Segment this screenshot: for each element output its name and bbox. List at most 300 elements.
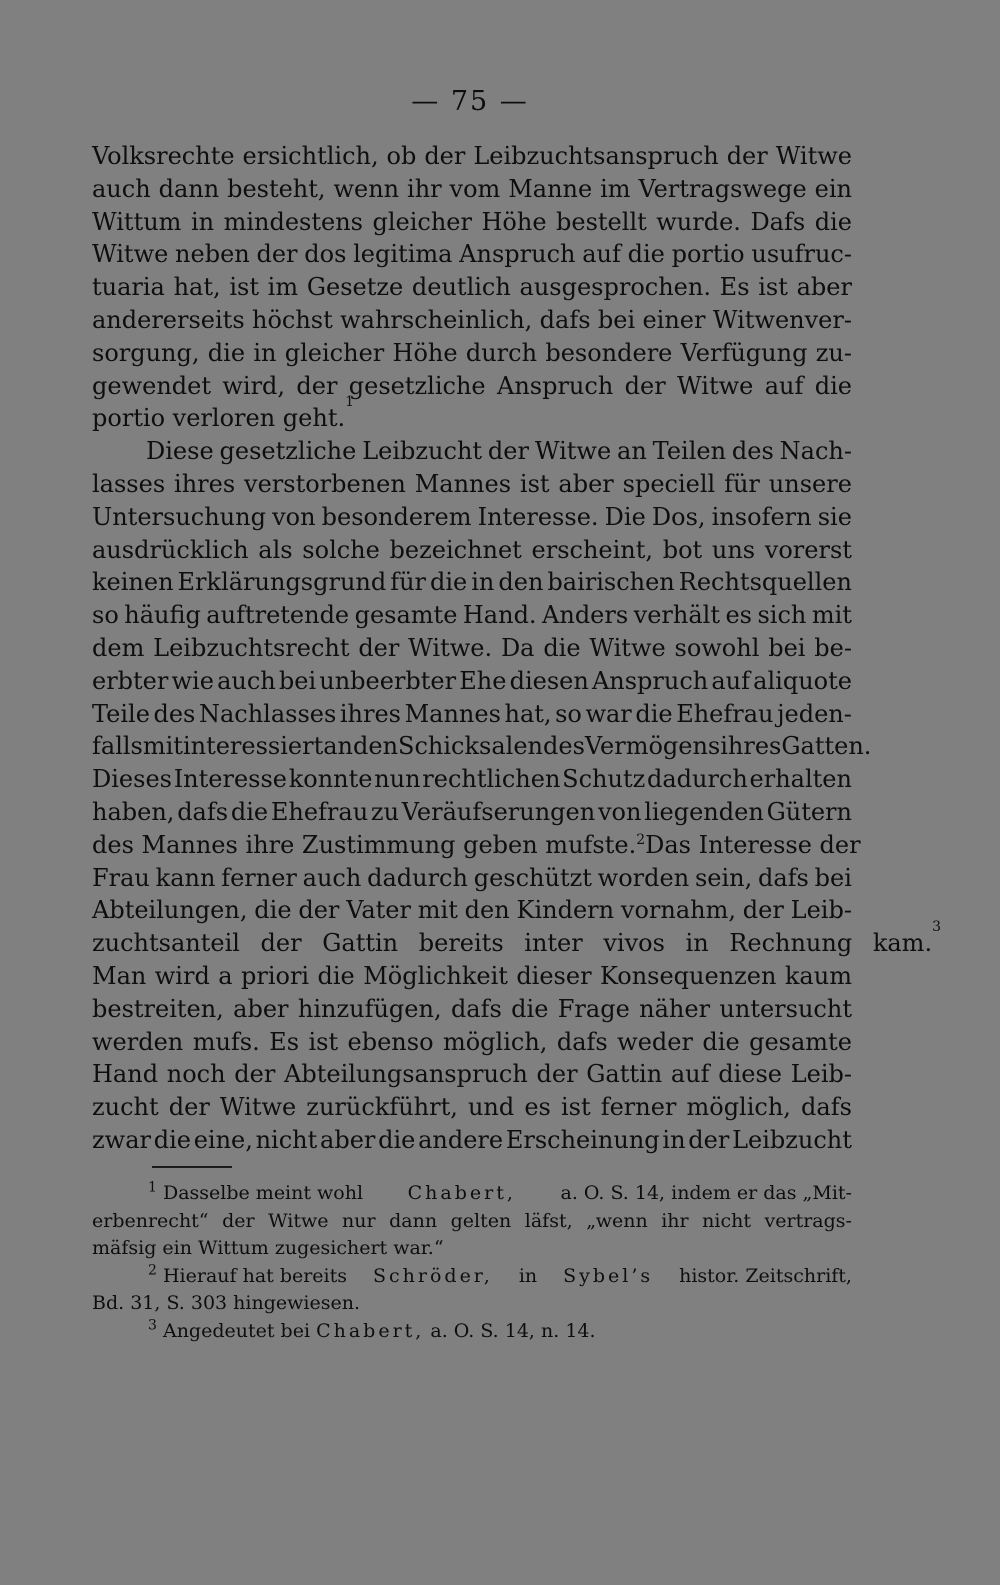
word: Dieses	[92, 765, 172, 794]
word: gleicher	[284, 338, 385, 367]
text-line	[92, 337, 852, 370]
word: bestellt	[556, 207, 647, 236]
word: im	[267, 273, 299, 302]
word: so	[92, 601, 119, 630]
word: Witwe	[534, 437, 612, 466]
word: der	[168, 1093, 210, 1122]
footnote-text: Dasselbe meint wohl	[162, 1182, 364, 1204]
word: durch	[465, 338, 538, 367]
word: neben	[175, 240, 250, 269]
text-line	[92, 919, 941, 960]
word: den	[498, 568, 544, 597]
word: der	[742, 896, 784, 925]
text-line	[92, 1058, 852, 1091]
text-line	[92, 862, 852, 895]
word: aber	[558, 469, 614, 498]
word: dadurch	[367, 863, 468, 892]
word: solche	[302, 535, 380, 564]
text-line	[92, 304, 852, 337]
word: gesetzliche	[219, 437, 357, 466]
footnote-segment	[148, 1180, 363, 1208]
word: wurde.	[656, 207, 741, 236]
word: der	[536, 1060, 578, 1089]
word: Es	[269, 1027, 300, 1056]
word: näher	[639, 994, 711, 1023]
word: höchst	[251, 305, 333, 334]
word: die	[317, 961, 355, 990]
word: Leib-	[790, 1060, 852, 1089]
word: bezeichnet	[389, 535, 522, 564]
word: Witwe	[219, 1093, 297, 1122]
text-line	[92, 394, 852, 435]
word: ausgesprochen.	[519, 273, 711, 302]
word: Interesse.	[477, 502, 599, 531]
word: den	[464, 896, 510, 925]
word: wird,	[222, 371, 286, 400]
word: besonderem	[321, 502, 472, 531]
text-line	[92, 632, 852, 665]
footnote-line	[92, 1318, 852, 1346]
word: Gatten.	[781, 732, 872, 761]
word: portio	[671, 240, 745, 269]
word: Abteilungen,	[92, 896, 248, 925]
word: liegenden	[644, 797, 764, 826]
word: Witwenver-	[712, 305, 852, 334]
footnote-segment	[148, 1318, 596, 1346]
word: Kindern	[516, 896, 615, 925]
word: dafs	[556, 1027, 608, 1056]
word: die	[207, 338, 246, 367]
word: Verfügung	[680, 338, 808, 367]
page-number: — 75 —	[411, 86, 529, 117]
word: Teile	[92, 699, 150, 728]
word: vornahm,	[620, 896, 736, 925]
word: an	[323, 732, 353, 761]
footnote-text: Bd. 31, S. 303 hingewiesen.	[92, 1292, 360, 1314]
word: die	[702, 1027, 740, 1056]
text-line	[92, 1091, 852, 1124]
word: sowohl	[674, 633, 760, 662]
text-line	[92, 730, 872, 763]
word: rechtlichen	[422, 765, 561, 794]
word: zucht	[92, 1093, 159, 1122]
word: als	[258, 535, 293, 564]
word: haben,	[92, 797, 175, 826]
word: gesamte	[749, 1027, 852, 1056]
word: bestreiten,	[92, 994, 224, 1023]
word: mufs.	[192, 1027, 260, 1056]
text-line	[92, 501, 852, 534]
text-line	[92, 894, 852, 927]
word: auf	[764, 371, 804, 400]
text-segment: des Mannes ihre Zustimmung geben mufste.	[92, 830, 637, 859]
footnote-marker: 1	[148, 1179, 157, 1196]
word: Gattin	[586, 1060, 663, 1089]
word: dadurch	[646, 765, 748, 794]
text-line	[92, 698, 852, 731]
word: vorerst	[764, 535, 852, 564]
word: war	[585, 699, 632, 728]
word: der	[234, 1060, 276, 1089]
word: gleicher	[372, 207, 472, 236]
footnote-ref: 3	[932, 919, 941, 936]
word: die	[814, 207, 852, 236]
text-line	[92, 238, 852, 271]
text-line	[92, 1124, 852, 1157]
word: wenn	[333, 174, 400, 203]
word: es	[524, 1093, 551, 1122]
word: der	[358, 633, 400, 662]
word: sich	[757, 601, 807, 630]
word: kann	[155, 863, 216, 892]
word: dos	[304, 240, 347, 269]
word: Nachlasses	[198, 699, 337, 728]
word: usufruc-	[751, 240, 852, 269]
word: die	[511, 994, 549, 1023]
text-line	[92, 993, 852, 1026]
word: dann	[158, 174, 220, 203]
word: Witwe	[268, 1209, 329, 1232]
word: an	[617, 437, 647, 466]
word: Untersuchung	[92, 502, 266, 531]
word: aliquote	[753, 666, 852, 695]
text-line	[92, 599, 852, 632]
author-name: Chabert,	[316, 1319, 425, 1342]
word: nicht	[255, 1125, 318, 1154]
word: dann	[389, 1209, 438, 1232]
word: „wenn	[586, 1209, 648, 1232]
word: Witwe	[92, 240, 169, 269]
word: Anspruch	[591, 666, 709, 695]
word: sein,	[694, 863, 753, 892]
text-line	[92, 435, 852, 468]
word: die	[543, 633, 581, 662]
word: die	[153, 1125, 191, 1154]
word: Leibzuchtsrecht	[153, 633, 350, 662]
word: ebenso	[347, 1027, 434, 1056]
word: weder	[617, 1027, 693, 1056]
text-segment: Das Interesse der	[645, 830, 861, 859]
word: in	[190, 207, 215, 236]
text-line-words: portio verloren geht.	[92, 404, 346, 433]
word: Mannes	[414, 469, 512, 498]
word: insofern	[711, 502, 812, 531]
word: die	[230, 797, 269, 826]
word: dafs	[539, 305, 591, 334]
footnote-text: in	[518, 1264, 538, 1287]
text-line	[92, 468, 852, 501]
word: mit	[811, 601, 852, 630]
word: Witwe	[775, 142, 852, 170]
word: wahrscheinlich,	[340, 305, 533, 334]
word: aber	[233, 994, 289, 1023]
word: gewendet	[92, 371, 211, 400]
word: auf	[711, 666, 751, 695]
word: Volksrechte	[92, 142, 235, 170]
word: a	[218, 961, 233, 990]
word: hinzufügen,	[297, 994, 442, 1023]
word: besteht,	[227, 174, 326, 203]
word: Ehefrau	[676, 699, 774, 728]
word: Frage	[557, 994, 630, 1023]
word: erbter	[92, 666, 169, 695]
word: ihres	[339, 699, 401, 728]
word: mitinteressiert	[142, 732, 324, 761]
word: vom	[449, 174, 501, 203]
word: gelten	[450, 1209, 512, 1232]
word: gesetzliche	[348, 371, 486, 400]
word: Anspruch	[459, 240, 576, 269]
word: verstorbenen	[244, 469, 406, 498]
word: nur	[342, 1209, 376, 1232]
word: auftretende	[206, 601, 350, 630]
word: be-	[814, 633, 852, 662]
footnotes	[92, 1180, 852, 1345]
word: falls	[92, 732, 143, 761]
word: Höhe	[392, 338, 458, 367]
word: Hand	[92, 1060, 159, 1089]
footnote-divider	[152, 1166, 232, 1168]
word: kaum	[784, 961, 852, 990]
word: noch	[166, 1060, 226, 1089]
word: ist	[308, 1027, 339, 1056]
word: der	[487, 437, 529, 466]
word: auch	[92, 174, 151, 203]
word: diesen	[509, 666, 589, 695]
word: dafs	[757, 863, 809, 892]
word: Die	[604, 502, 646, 531]
word: speciell	[622, 469, 716, 498]
word: häufig	[124, 601, 201, 630]
word: ferner	[221, 863, 297, 892]
word: sie	[817, 502, 852, 531]
footnote-text: mäfsig ein Wittum zugesichert war.“	[92, 1237, 444, 1259]
word: Man	[92, 961, 147, 990]
word: tuaria	[92, 273, 165, 302]
word: Wittum	[92, 207, 182, 236]
word: Vater	[346, 896, 411, 925]
footnote-text: histor. Zeitschrift,	[679, 1264, 852, 1287]
text-line	[92, 829, 861, 862]
word: zurückführt,	[306, 1093, 458, 1122]
word: jeden-	[777, 699, 852, 728]
word: Erscheinung	[505, 1125, 660, 1154]
word: dem	[92, 633, 145, 662]
author-name: Schröder,	[372, 1264, 493, 1287]
word: Ehefrau	[270, 797, 369, 826]
text-line	[92, 796, 852, 829]
word: Anders	[542, 601, 629, 630]
word: Anspruch	[496, 371, 614, 400]
word: Leibzucht	[732, 1125, 852, 1154]
word: die	[254, 896, 292, 925]
word: legitima	[353, 240, 453, 269]
word: dieser	[516, 961, 592, 990]
word: andere	[418, 1125, 504, 1154]
word: erbenrecht“	[92, 1209, 209, 1232]
word: Gütern	[766, 797, 852, 826]
word: ist	[519, 469, 550, 498]
word: so	[555, 699, 582, 728]
word: Hand.	[462, 601, 537, 630]
word: Vermögens	[584, 732, 721, 761]
word: des	[543, 732, 585, 761]
word: ihr	[407, 174, 442, 203]
word: diese	[718, 1060, 782, 1089]
word: deutlich	[411, 273, 511, 302]
text-line	[92, 206, 852, 239]
word: läfst,	[524, 1209, 573, 1232]
word: ob	[386, 142, 417, 170]
word: uns	[711, 535, 756, 564]
word: auch	[302, 863, 362, 892]
word: ist	[758, 273, 788, 302]
text-line	[92, 534, 852, 567]
word: die	[430, 568, 468, 597]
footnote-line	[92, 1235, 852, 1263]
word: Abteilungsanspruch	[284, 1060, 528, 1089]
word: geschützt	[473, 863, 592, 892]
footnote-segment	[148, 1263, 347, 1291]
word: mit	[417, 896, 458, 925]
word: Erklärungsgrund	[177, 568, 387, 597]
text-line	[92, 960, 852, 993]
footnote-text: Hierauf hat bereits	[162, 1264, 348, 1287]
word: es	[725, 601, 752, 630]
word: auf	[670, 1060, 710, 1089]
word: erscheint,	[531, 535, 654, 564]
word: sorgung,	[92, 338, 200, 367]
word: bei	[768, 633, 806, 662]
word: Veräufserungen	[401, 797, 596, 826]
word: Gesetze	[306, 273, 404, 302]
word: verhält	[633, 601, 720, 630]
word: Mannes	[404, 699, 501, 728]
word: ihres	[720, 732, 782, 761]
word: nun	[374, 765, 421, 794]
word: der	[298, 896, 340, 925]
word: Es	[719, 273, 750, 302]
word: hat,	[173, 273, 221, 302]
word: mindestens	[223, 207, 363, 236]
word: ihr	[661, 1209, 689, 1232]
word: des	[153, 699, 196, 728]
word: Schicksalen	[398, 732, 543, 761]
word: der	[222, 1209, 255, 1232]
word: dafs	[177, 797, 229, 826]
word: Manne	[508, 174, 593, 203]
word: keinen	[92, 568, 174, 597]
word: des	[731, 437, 774, 466]
word: Teilen	[652, 437, 727, 466]
word: in	[662, 1125, 686, 1154]
word: Konsequenzen	[599, 961, 777, 990]
text-line	[92, 140, 852, 173]
word: Leibzuchtsanspruch	[473, 142, 719, 170]
word: andererseits	[92, 305, 245, 334]
word: die	[378, 1125, 416, 1154]
text-line	[92, 370, 852, 403]
word: ersichtlich,	[242, 142, 379, 170]
word: der	[296, 371, 338, 400]
word: unsere	[768, 469, 852, 498]
word: Höhe	[481, 207, 547, 236]
word: Witwe	[589, 633, 666, 662]
footnote-line	[92, 1263, 852, 1291]
word: Nach-	[779, 437, 852, 466]
word: gesamte	[354, 601, 458, 630]
word: Leibzucht	[362, 437, 483, 466]
word: ferner	[600, 1093, 677, 1122]
word: der	[624, 371, 666, 400]
word: Witwe	[677, 371, 754, 400]
word: eine,	[193, 1125, 253, 1154]
word: möglich,	[686, 1093, 791, 1122]
word: ein	[814, 174, 852, 203]
word: der	[726, 142, 768, 170]
footnote-line	[92, 1290, 852, 1318]
text-line	[92, 271, 852, 304]
main-text	[92, 140, 941, 1157]
word: nicht	[702, 1209, 751, 1232]
word: für	[724, 469, 760, 498]
word: erhalten	[749, 765, 852, 794]
word: hat,	[504, 699, 552, 728]
word: konnte	[288, 765, 373, 794]
word: wie	[171, 666, 214, 695]
word: Ehe	[459, 666, 507, 695]
word: bei	[278, 666, 317, 695]
word: auch	[217, 666, 276, 695]
word: auf	[582, 240, 621, 269]
word: priori	[240, 961, 310, 990]
word: vertrags-	[764, 1209, 852, 1232]
text-line	[92, 1026, 852, 1059]
footnote-ref: 2	[636, 831, 646, 848]
word: bot	[662, 535, 703, 564]
footnote-marker: 2	[148, 1262, 157, 1279]
word: zu-	[815, 338, 852, 367]
word: Dos,	[651, 502, 706, 531]
word: bei	[597, 305, 636, 334]
word: dafs	[801, 1093, 852, 1122]
footnote-line	[92, 1180, 852, 1208]
word: Interesse	[173, 765, 287, 794]
word: möglich,	[442, 1027, 548, 1056]
word: Dafs	[750, 207, 806, 236]
word: der	[256, 240, 298, 269]
footnote-marker: 3	[148, 1317, 157, 1334]
word: wird	[154, 961, 210, 990]
text-line	[92, 763, 852, 796]
text-line-words	[92, 829, 645, 862]
text-line	[92, 665, 852, 698]
word: unbeerbter	[319, 666, 457, 695]
word: die	[627, 240, 665, 269]
word: Diese	[146, 437, 214, 466]
word: aber	[796, 273, 852, 302]
word: von	[597, 797, 642, 826]
word: zu	[370, 797, 400, 826]
word: im	[600, 174, 631, 203]
word: für	[390, 568, 427, 597]
word: Leib-	[790, 896, 852, 925]
word: besondere	[545, 338, 673, 367]
word: die	[635, 699, 673, 728]
word: worden	[597, 863, 690, 892]
text-line	[92, 173, 852, 206]
word: die	[814, 371, 852, 400]
